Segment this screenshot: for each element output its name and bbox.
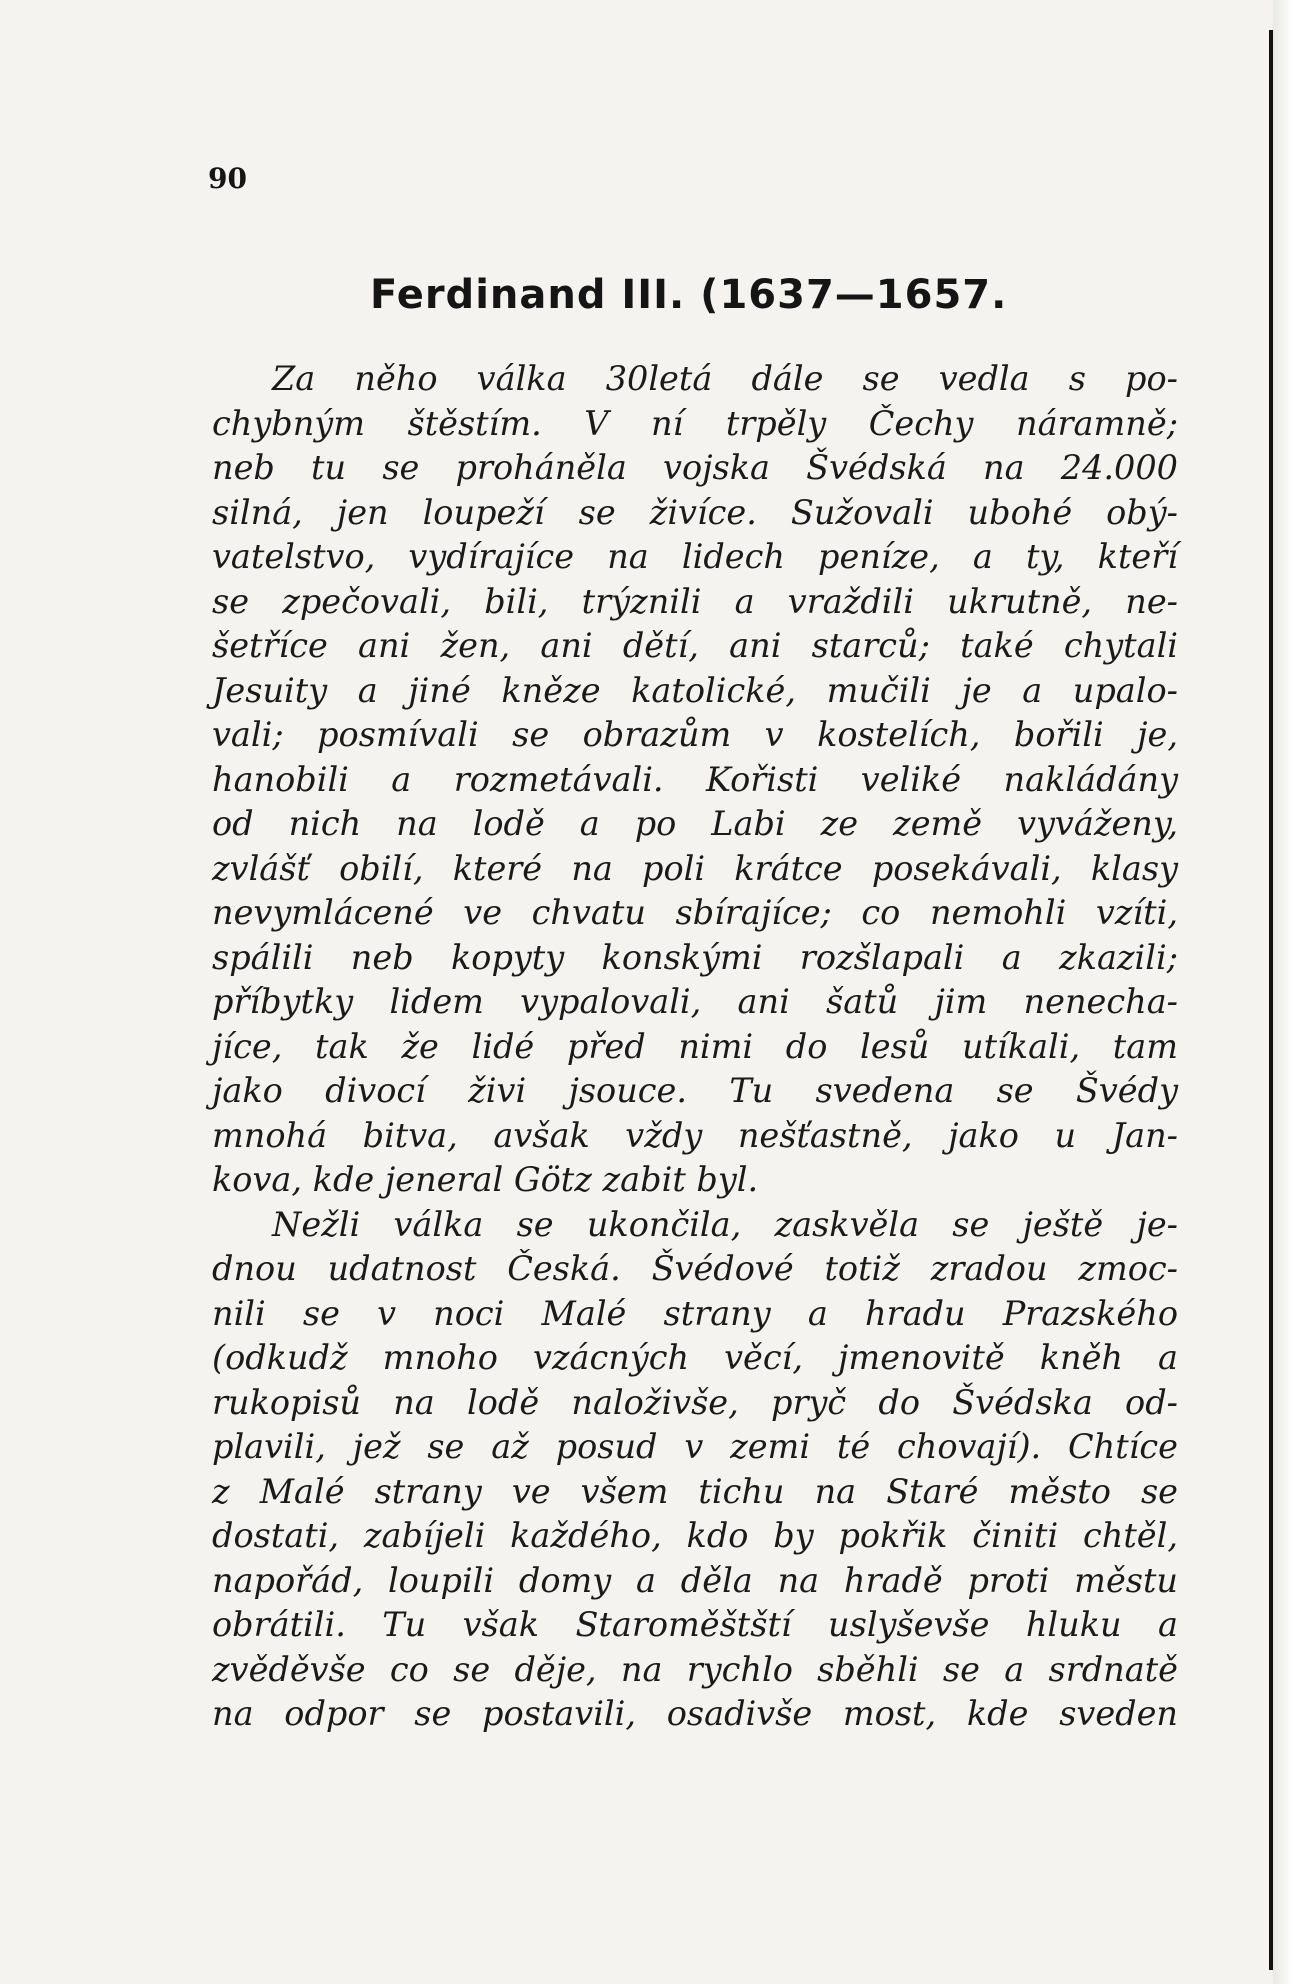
text-line: mnohá bitva, avšak vždy nešťastně, jako u Jan- [212,1115,1178,1155]
chapter-title: Ferdinand III. (1637—1657. [370,272,1008,318]
text-line: spálili neb kopyty konskými rozšlapali a zkazili; [212,937,1178,977]
text-line: silná, jen loupeží se živíce. Sužovali ubohé obý- [212,492,1178,532]
text-line: se zpečovali, bili, trýznili a vraždili ukrutně, ne- [212,581,1178,621]
text-line: Za něho válka 30letá dále se vedla s po- [272,359,1178,398]
text-line: od nich na lodě a po Labi ze země vyváženy, [212,804,1178,843]
text-line: (odkudž mnoho vzácných věcí, jmenovitě kněh a [212,1338,1178,1377]
text-line: na odpor se postavili, osadivše most, kde sveden [212,1694,1178,1733]
text-line: neb tu se proháněla vojska Švédská na 24.000 [212,448,1178,487]
text-line: vatelstvo, vydírajíce na lidech peníze, a ty, kteří [212,537,1178,576]
page-edge-line [1269,30,1273,1970]
text-line: šetříce ani žen, ani dětí, ani starců; také chytali [212,626,1178,665]
text-line: zvlášť obilí, které na poli krátce posekávali, klasy [212,848,1178,888]
page-number: 90 [208,162,247,195]
text-line: hanobili a rozmetávali. Kořisti veliké nakládány [212,759,1178,799]
text-line: nili se v noci Malé strany a hradu Prazského [212,1293,1178,1333]
text-line: zvěděvše co se děje, na rychlo sběhli se a srdnatě [212,1649,1178,1689]
text-line: dostati, zabíjeli každého, kdo by pokřik činiti chtěl, [212,1516,1178,1555]
text-line: nevymlácené ve chvatu sbírajíce; co nemohli vzíti, [212,893,1178,932]
text-line: Nežli válka se ukončila, zaskvěla se ještě je- [272,1204,1178,1244]
text-line: jako divocí živi jsouce. Tu svedena se Švédy [212,1071,1178,1110]
text-line: dnou udatnost Česká. Švédové totiž zradou zmoc- [212,1249,1178,1288]
text-line: vali; posmívali se obrazům v kostelích, bořili je, [212,715,1178,754]
text-line: napořád, loupili domy a děla na hradě proti městu [212,1560,1178,1600]
text-line: příbytky lidem vypalovali, ani šatů jim nenecha- [212,982,1178,1021]
body-text [212,357,1178,1737]
text-line: jíce, tak že lidé před nimi do lesů utíkali, tam [212,1026,1178,1066]
text-line: obrátili. Tu však Staroměštští uslyševše hluku a [212,1605,1178,1644]
text-line: Jesuity a jiné kněze katolické, mučili je a upalo- [212,670,1178,710]
text-line: rukopisů na lodě naloživše, pryč do Švédska od- [212,1382,1178,1422]
text-line: plavili, jež se až posud v zemi té chovají). Chtíce [212,1427,1178,1466]
text-line: chybným štěstím. V ní trpěly Čechy náramně; [212,403,1178,443]
text-line: kova, kde jeneral Götz zabit byl. [212,1160,759,1199]
text-line: z Malé strany ve všem tichu na Staré město se [212,1471,1178,1511]
